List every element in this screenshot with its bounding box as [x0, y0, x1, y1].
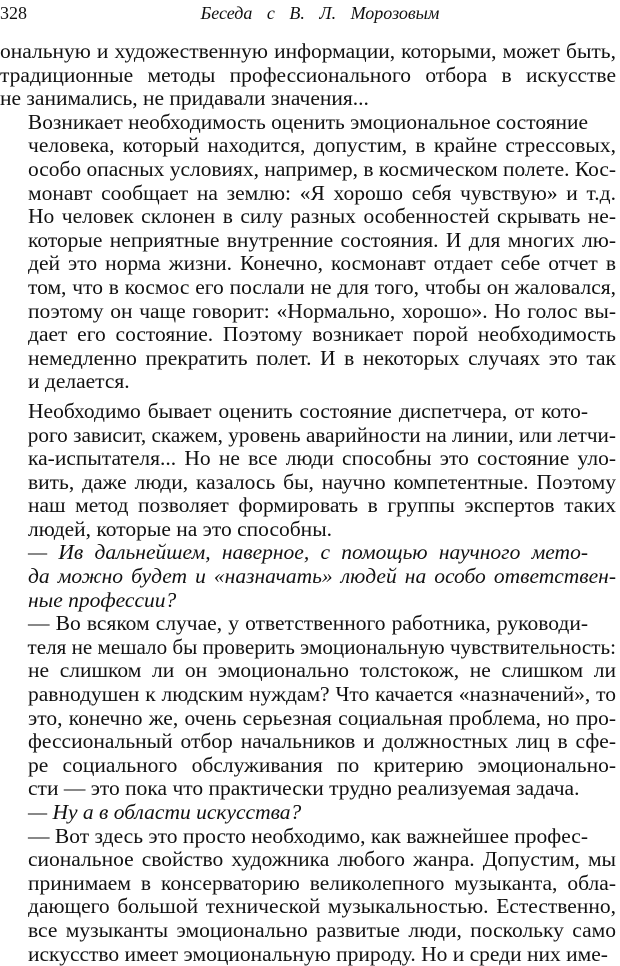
- text-line: дающего большой технической музыкальностью. Естественно,: [28, 894, 616, 919]
- text-line: да можно будет и «назначать» людей на особо ответствен-: [28, 564, 616, 589]
- text-line: Но человек склонен в силу разных особенностей скрывать не-: [28, 204, 616, 229]
- running-title: Беседа с В. Л. Морозовым: [200, 3, 440, 23]
- text-line: дей это норма жизни. Конечно, космонавт отдает себе отчет в: [28, 251, 616, 276]
- text-line: ональную и художественную информации, которыми, может быть,: [0, 39, 616, 63]
- text-line: искусство имеет эмоциональную природу. Но и среди них име-: [28, 941, 608, 966]
- text-line: и делается.: [28, 369, 130, 394]
- text-line: ре социального обслуживания по критерию эмоционально-: [28, 752, 616, 777]
- text-line: фессиональный отбор начальников и должностных лиц в сфе-: [28, 729, 616, 754]
- text-line: поэтому он чаще говорит: «Нормально, хорошо». Но голос вы-: [28, 298, 616, 323]
- text-line: сти — это пока что практически трудно реализуемая задача.: [28, 776, 580, 801]
- paragraph: [0, 612, 616, 801]
- text-line: принимаем в консерваторию великолепного музыканта, обла-: [28, 870, 616, 895]
- text-line: которые неприятные внутренние состояния. И для многих лю-: [28, 227, 616, 252]
- text-line: не слишком ли он эмоционально толстокож, не слишком ли: [28, 658, 616, 683]
- text-line: дает его состояние. Поэтому возникает порой необходимость: [28, 322, 616, 347]
- text-line: ные профессии?: [28, 587, 177, 612]
- text-line: — Ив дальнейшем, наверное, с помощью научного мето-: [28, 540, 588, 565]
- text-line: не занимались, не придавали значения...: [0, 86, 369, 111]
- text-line: традиционные методы профессионального отбора в искусстве: [0, 62, 616, 87]
- text-line: сиональное свойство художника любого жанра. Допустим, мы: [28, 847, 616, 872]
- paragraph: [0, 111, 616, 394]
- text-line: том, что в космос его послали не для того, чтобы он жаловался,: [28, 274, 616, 299]
- text-line: ка-испытателя... Но не все люди способны это состояние уло-: [28, 446, 616, 471]
- text-line: особо опасных условиях, например, в космическом полете. Кос-: [27, 156, 616, 181]
- text-line: — Во всяком случае, у ответственного работника, руководи-: [28, 611, 588, 636]
- interview-question: [0, 801, 616, 825]
- paragraph: [0, 825, 616, 966]
- text-line: вить, даже люди, казалось бы, научно компетентные. Поэтому: [28, 469, 616, 494]
- body-text: [0, 40, 616, 966]
- text-line: наш метод позволяет формировать в группы экспертов таких: [28, 493, 616, 518]
- text-line: рого зависит, скажем, уровень аварийности на линии, или летчи-: [27, 422, 617, 447]
- interview-question: [0, 541, 616, 612]
- text-line: Возникает необходимость оценить эмоциональное состояние: [27, 109, 588, 134]
- text-line: Необходимо бывает оценить состояние диспетчера, от кото-: [28, 398, 588, 423]
- text-line: людей, которые на это способны.: [28, 516, 333, 541]
- text-line: это, конечно же, очень серьезная социальная проблема, но про-: [28, 705, 616, 730]
- text-line: все музыканты эмоционально развитые люди, поскольку само: [28, 917, 616, 942]
- text-line: — Вот здесь это просто необходимо, как важнейшее профес-: [28, 823, 588, 848]
- page-number: 328: [0, 3, 27, 23]
- page-header: [0, 0, 620, 30]
- text-line: человека, который находится, допустим, в крайне стрессовых,: [28, 133, 616, 158]
- paragraph: [0, 400, 616, 542]
- paragraph: [0, 40, 616, 111]
- text-line: равнодушен к людским нуждам? Что качается «назначений», то: [28, 682, 616, 707]
- text-line: немедленно прекратить полет. И в некоторых случаях это так: [28, 345, 616, 370]
- text-line: монавт сообщает на землю: «Я хорошо себя чувствую» и т.д.: [28, 180, 616, 205]
- text-line: теля не мешало бы проверить эмоциональную чувствительность:: [27, 634, 617, 659]
- text-line: — Ну а в области искусства?: [28, 800, 302, 824]
